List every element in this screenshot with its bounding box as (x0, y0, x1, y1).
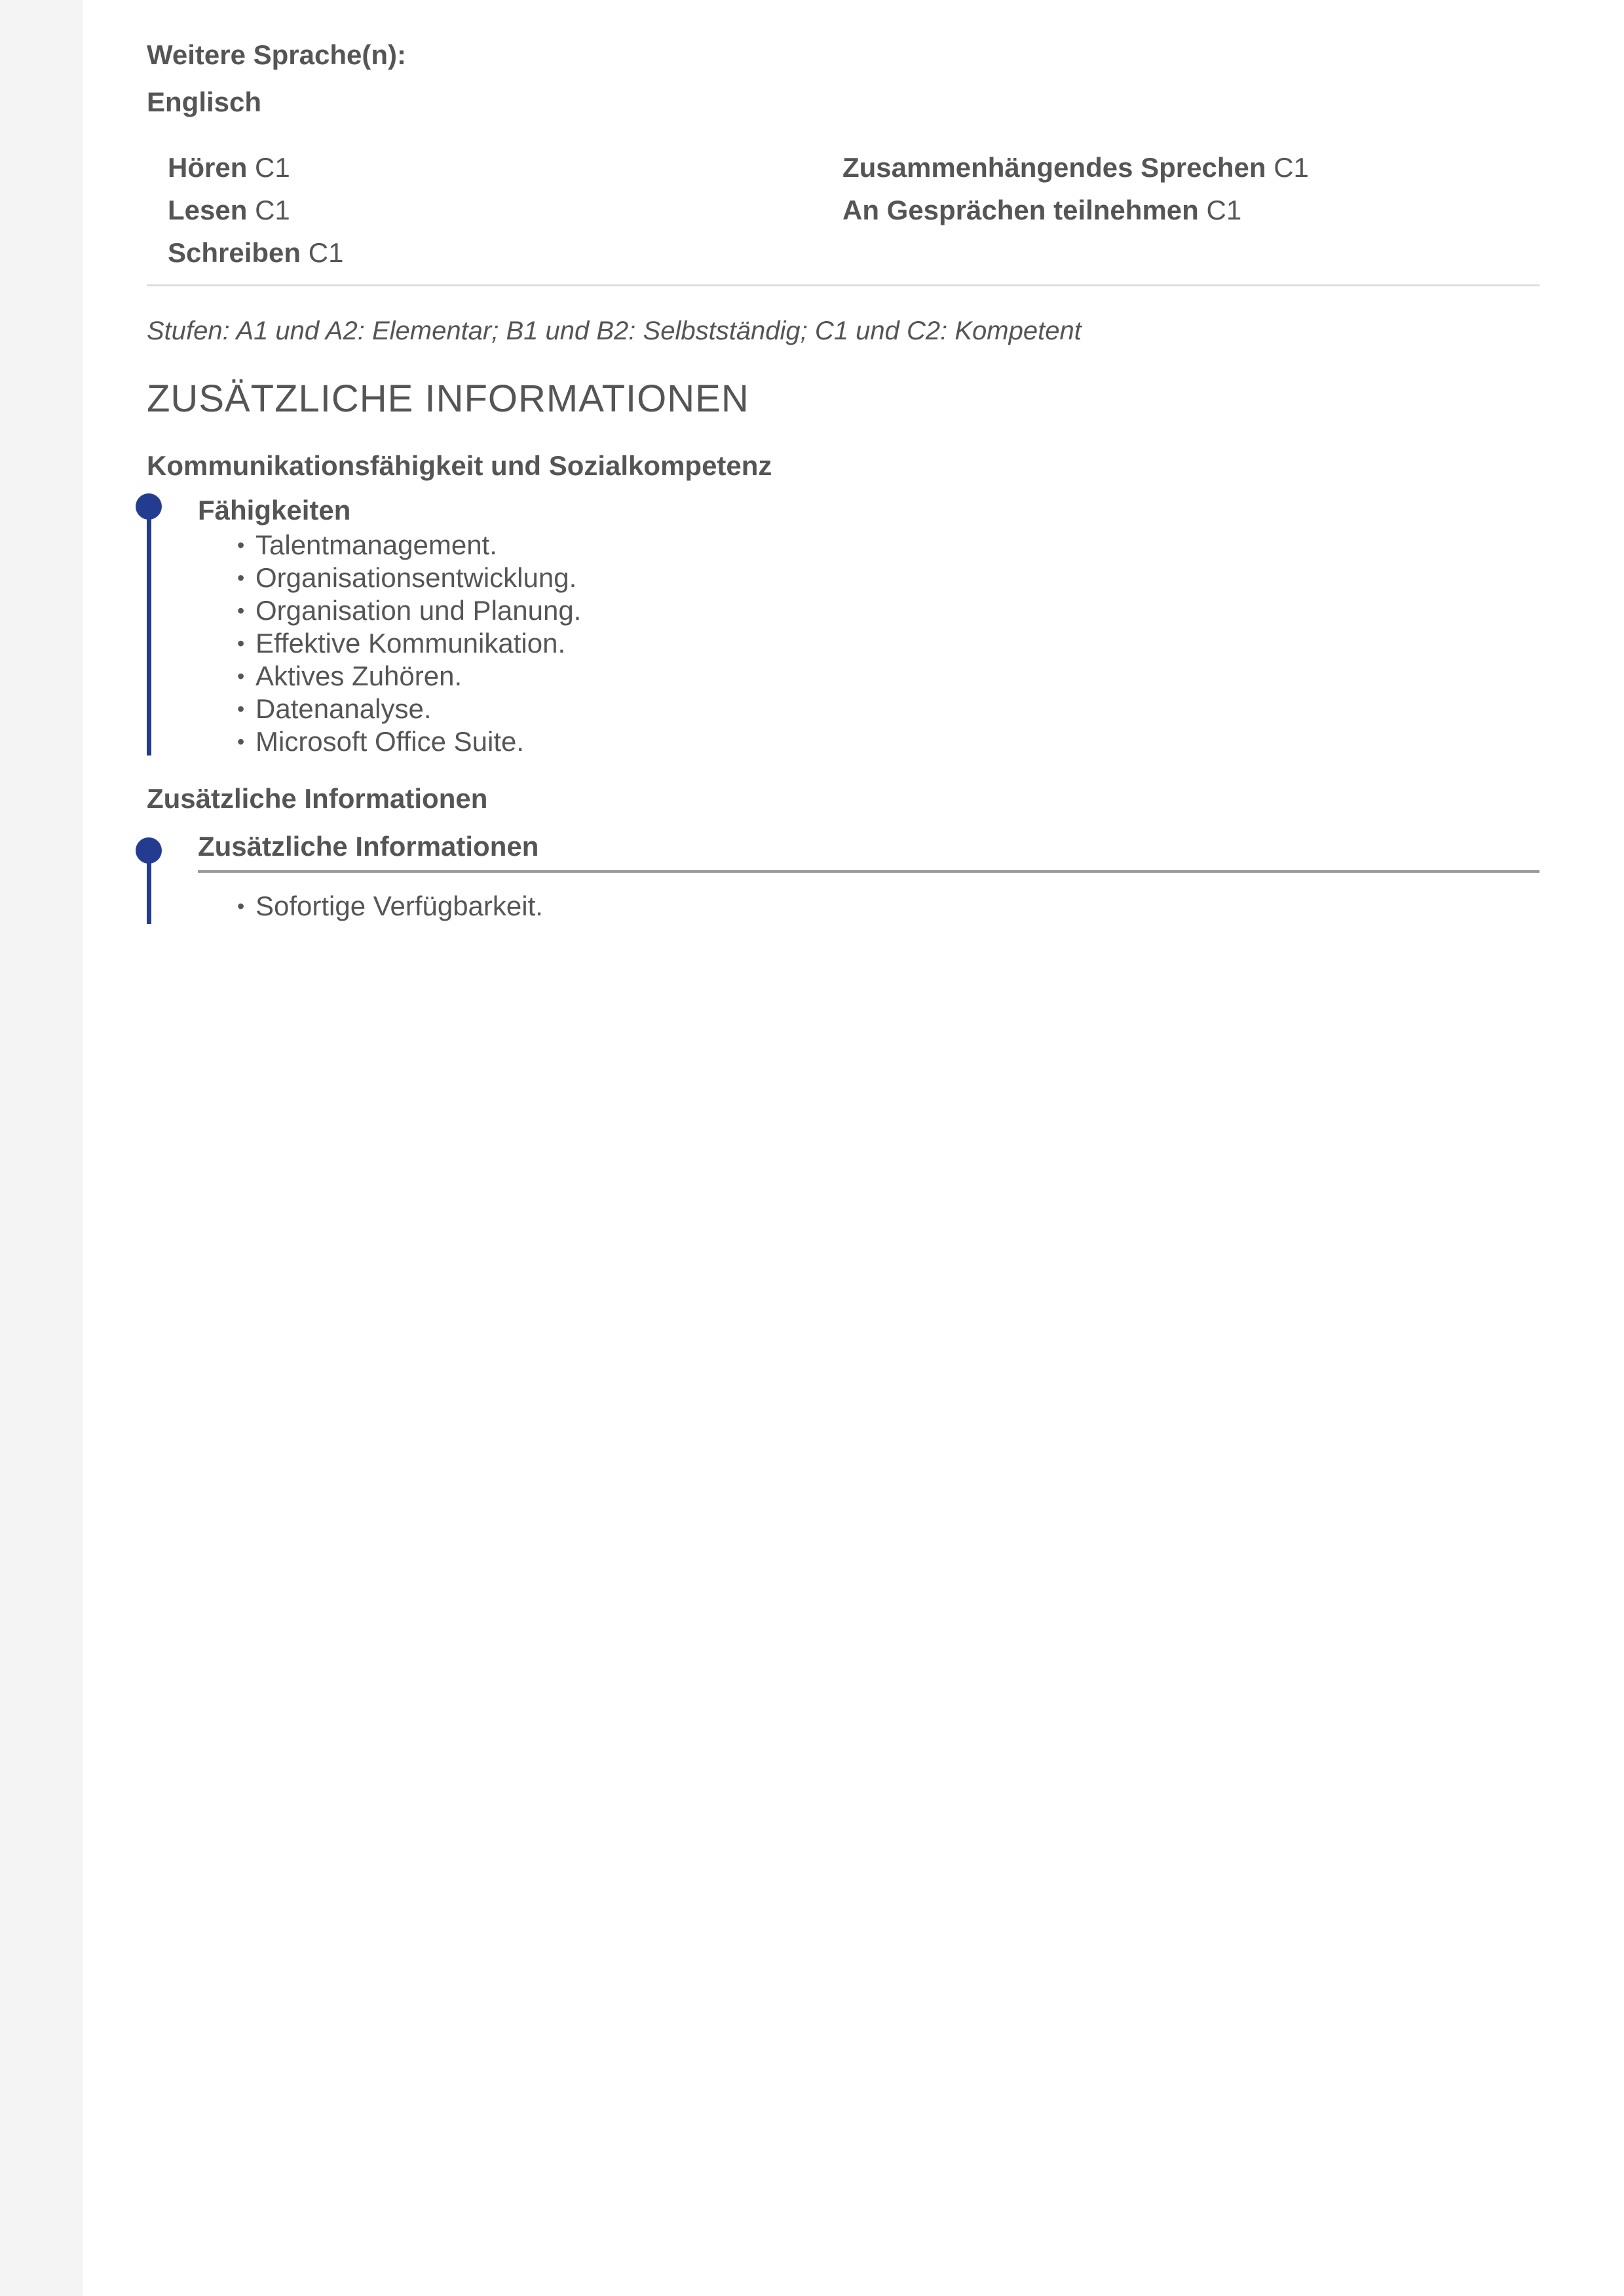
skill-label: Hören (168, 152, 248, 183)
levels-note: Stufen: A1 und A2: Elementar; B1 und B2: Selbstständig; C1 und C2: Kompetent (147, 316, 1082, 345)
list-item: • Talentmanagement. (237, 529, 581, 562)
section-title: ZUSÄTZLICHE INFORMATIONEN (147, 377, 749, 420)
skill-label: Zusammenhängendes Sprechen (842, 152, 1266, 183)
list-item: • Aktives Zuhören. (237, 660, 581, 693)
entry-divider (198, 870, 1539, 873)
skill-level: C1 (308, 237, 344, 268)
list-item: • Effektive Kommunikation. (237, 627, 581, 660)
skill-label: Schreiben (168, 237, 301, 268)
additional-info-entry-title: Zusätzliche Informationen (198, 831, 539, 862)
communication-subtitle: Kommunikationsfähigkeit und Sozialkompetenz (147, 450, 772, 481)
skills-entry-title: Fähigkeiten (198, 495, 351, 526)
skill-reading (168, 195, 290, 226)
skill-label: Lesen (168, 195, 248, 225)
skill-level: C1 (255, 195, 290, 225)
list-item: • Organisation und Planung. (237, 594, 581, 627)
skill-level: C1 (255, 152, 290, 183)
languages-divider (147, 284, 1539, 286)
additional-info-list (237, 890, 543, 923)
timeline-dot-icon (136, 493, 162, 520)
list-item: • Microsoft Office Suite. (237, 725, 581, 758)
skill-writing (168, 237, 343, 269)
timeline-dot-icon (136, 837, 162, 864)
left-margin-rail (0, 0, 83, 2296)
list-item: • Organisationsentwicklung. (237, 562, 581, 594)
skill-level: C1 (1274, 152, 1309, 183)
additional-info-subtitle: Zusätzliche Informationen (147, 783, 488, 814)
skill-level: C1 (1206, 195, 1242, 225)
skill-listening (168, 152, 290, 183)
list-item: • Datenanalyse. (237, 693, 581, 725)
list-item: • Sofortige Verfügbarkeit. (237, 890, 543, 923)
timeline-line (147, 507, 151, 756)
language-name: Englisch (147, 86, 262, 117)
skill-spoken-production (842, 152, 1309, 183)
skill-spoken-interaction (842, 195, 1241, 226)
skill-label: An Gesprächen teilnehmen (842, 195, 1199, 225)
languages-heading: Weitere Sprache(n): (147, 39, 406, 70)
skills-list (237, 529, 581, 758)
